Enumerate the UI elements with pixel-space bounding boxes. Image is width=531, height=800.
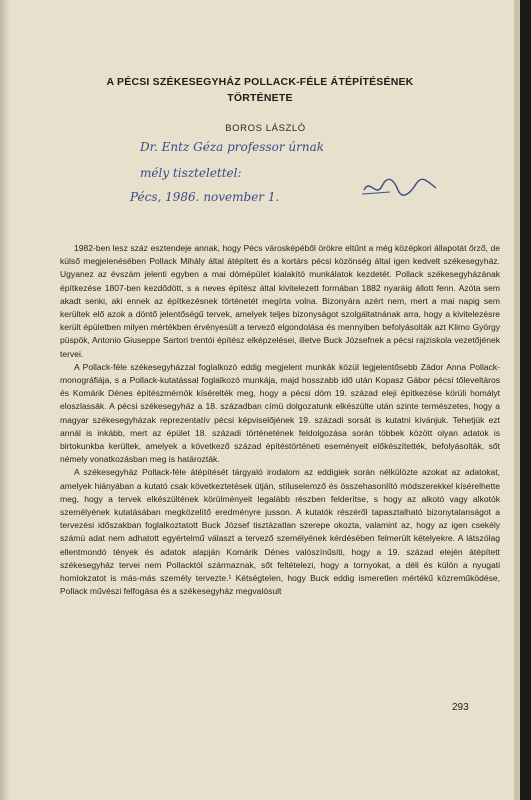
signature-scribble <box>360 176 440 200</box>
article-title <box>60 74 460 106</box>
paragraph-1: 1982-ben lesz száz esztendeje annak, hogy Pécs városképéből örökre eltűnt a még középkori állapotát őrző, de külső megjelenésében Pollack Mihály által átépített és a kortárs pécsi közönség által igen kedvelt székesegyház. Ugyanez az évszám jelenti egyben a mai dómépület kialakító munkálatok kezdetét. Pollack székesegyházának építkezése 1807-ben kezdődött, s a neves építész által kivitelezett formában 1882 nyaráig állott fenn. Azóta sem akadt senki, aki ennek az építkezésnek történetét megírta volna. Bizonyára azért nem, mert a mai napig sem kerültek elő azok a döntő jelentőségű tervek, amelyek teljes bizonyságot szolgáltatnának arra, hogy a kivitelezésre került épületben milyen mértékben érvényesült a tervező elgondolása és mennyiben befolyásolták azt Klimo György püspök, Antonio Giuseppe Sartori trentói építész elképzelései, illetve Buck Józsefnek a pécsi rajziskola vezetőjének tervei. <box>60 243 500 359</box>
paragraph-3: A székesegyház Pollack-féle átépítését tárgyaló irodalom az eddigiek során nélkülözte azokat az adatokat, amelyek hiányában a kutató csak következtetések útján, stíluselemző és összehasonlító módszerekkel kísérelhette meg, hogy a tervek elkészültének körülményeit legalább részben felderítse, s hogy az alkotó vagy alkotók személyének kutatásában megközelítő eredményre jusson. A kutatók részéről tapasztalható bizonytalanságot a tervezési időszakban foglalkoztatott Buck József tisztázatlan szerepe okozta, valamint az, hogy az igen csekély számú adat nem adhatott egyértelmű választ a tervező személyének kérdésében felmerült kételyekre. A látszólag ellentmondó tények és adatok alapján Komárik Dénes valószínűsíti, hogy a 19. század elején átépített székesegyház tervei nem Pollacktól származnak, sőt feltételezi, hogy a tornyokat, a déli és külön a nyugati homlokzatot is más-más személy tervezte.¹ Kétségtelen, hogy Buck eddig ismeretlen mértékű közreműködése, Pollack művészi felfogása és a székesegyház megvalósult <box>60 467 500 597</box>
author-name: BOROS LÁSZLÓ <box>225 123 306 134</box>
page-spine-shadow <box>0 0 10 800</box>
paragraph-2: A Pollack-féle székesegyházzal foglalkozó eddig megjelent munkák közül legjelentősebb Zádor Anna Pollack-monográfiája, s a Pollack-kutatással foglalkozó munkája, majd hosszabb idő után Kopasz Gábor pécsi tőleveltáros és Komárik Dénes építészmérnök kísérelték meg, hogy a pécsi dóm 19. század eleji építkezése körüli homályt eloszlassák. A pécsi székesegyház a 18. században címü dolgozatunk elkészülte után szinte természetes, hogy a magyar székesegyházak reprezentatív pécsi képviselőjének 19. századi sorsát is kutatni kívánjuk. Tehetjük ezt annál is inkább, mert az épület 18. századi történetének feldolgozása során többek között olyan adatok is birtokunkba kerültek, amelyek a következő század építéstörténeti eseményeit előkészítették, befolyásolták, sőt némely vonatkozásban meg is határozták. <box>60 361 500 465</box>
title-line-1: A PÉCSI SZÉKESEGYHÁZ POLLACK-FÉLE ÁTÉPÍTÉSÉNEK <box>106 76 414 88</box>
title-line-2: TÖRTÉNETE <box>227 92 293 104</box>
handwritten-dedication-line-2: mély tisztelettel: <box>140 166 242 180</box>
handwritten-dedication-line-1: Dr. Entz Géza professor úrnak <box>140 140 324 154</box>
article-body <box>60 242 500 598</box>
handwritten-date: Pécs, 1986. november 1. <box>130 190 280 204</box>
page-number: 293 <box>452 702 469 713</box>
handwritten-signature <box>360 176 440 204</box>
